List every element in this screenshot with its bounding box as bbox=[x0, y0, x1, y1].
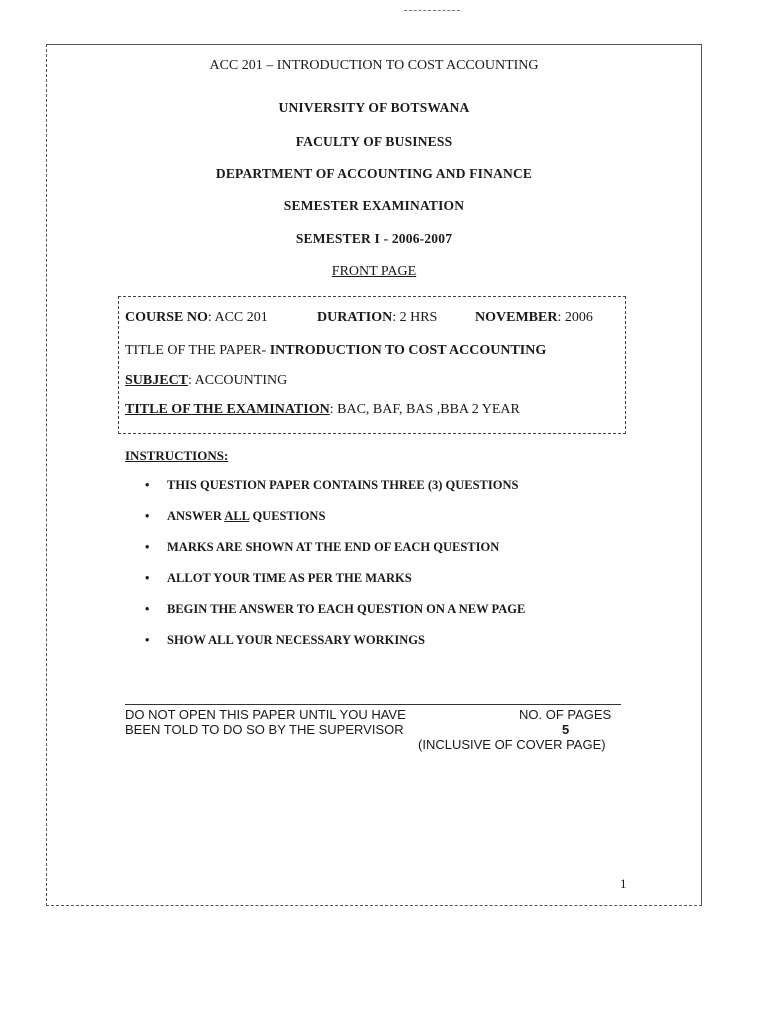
bullet-icon: • bbox=[145, 509, 150, 523]
front-page-label: FRONT PAGE bbox=[331, 264, 417, 279]
pages-note: (INCLUSIVE OF COVER PAGE) bbox=[418, 737, 606, 752]
exam-title-line bbox=[125, 402, 520, 418]
department-name: DEPARTMENT OF ACCOUNTING AND FINANCE bbox=[215, 166, 533, 181]
instructions-heading: INSTRUCTIONS: bbox=[125, 448, 229, 463]
paper-title-label: TITLE OF THE PAPER- bbox=[125, 343, 270, 358]
paper-title-value: INTRODUCTION TO COST ACCOUNTING bbox=[269, 343, 547, 358]
month-value: : 2006 bbox=[557, 310, 593, 325]
instruction-emphasis: ALL bbox=[224, 509, 250, 523]
bullet-icon: • bbox=[145, 571, 150, 585]
bullet-icon: • bbox=[145, 633, 150, 647]
faculty-name: FACULTY OF BUSINESS bbox=[295, 134, 453, 149]
exam-title-value: : BAC, BAF, BAS ,BBA 2 YEAR bbox=[329, 402, 520, 417]
paper-title-line bbox=[125, 343, 546, 359]
bullet-icon: • bbox=[145, 478, 150, 492]
instruction-text: BEGIN THE ANSWER TO EACH QUESTION ON A NEW PAGE bbox=[167, 602, 526, 616]
pages-count: 5 bbox=[562, 722, 570, 737]
instruction-item bbox=[145, 509, 525, 540]
instruction-item bbox=[145, 540, 525, 571]
instruction-item bbox=[145, 602, 525, 633]
university-name: UNIVERSITY OF BOTSWANA bbox=[278, 100, 470, 115]
instruction-item bbox=[145, 478, 525, 509]
exam-title-label: TITLE OF THE EXAMINATION bbox=[125, 402, 330, 417]
instruction-text: ALLOT YOUR TIME AS PER THE MARKS bbox=[167, 571, 412, 585]
instruction-text: THIS QUESTION PAPER CONTAINS THREE (3) QUESTIONS bbox=[167, 478, 519, 492]
bullet-icon: • bbox=[145, 602, 150, 616]
instructions-list bbox=[145, 478, 525, 664]
course-no-label: COURSE NO bbox=[125, 310, 208, 325]
subject-label: SUBJECT bbox=[125, 373, 189, 388]
pages-label: NO. OF PAGES bbox=[519, 707, 612, 722]
duration bbox=[317, 310, 437, 326]
instruction-text: ANSWER bbox=[167, 509, 225, 523]
duration-value: : 2 HRS bbox=[392, 310, 438, 325]
subject-value: : ACCOUNTING bbox=[188, 373, 288, 388]
instruction-text: MARKS ARE SHOWN AT THE END OF EACH QUESTION bbox=[167, 540, 500, 554]
scan-artifact bbox=[404, 10, 460, 11]
notice-line-2: BEEN TOLD TO DO SO BY THE SUPERVISOR bbox=[125, 722, 404, 737]
subject-line bbox=[125, 373, 287, 389]
page-number: 1 bbox=[620, 876, 627, 891]
course-no-value: : ACC 201 bbox=[207, 310, 268, 325]
instruction-item bbox=[145, 571, 525, 602]
duration-label: DURATION bbox=[317, 310, 393, 325]
course-no bbox=[125, 310, 268, 326]
month-label: NOVEMBER bbox=[475, 310, 558, 325]
semester-year: SEMESTER I - 2006-2007 bbox=[295, 231, 453, 246]
bullet-icon: • bbox=[145, 540, 150, 554]
instruction-text: SHOW ALL YOUR NECESSARY WORKINGS bbox=[167, 633, 425, 647]
notice-line-1: DO NOT OPEN THIS PAPER UNTIL YOU HAVE bbox=[125, 707, 406, 722]
course-title: ACC 201 – INTRODUCTION TO COST ACCOUNTING bbox=[209, 58, 539, 73]
instruction-text-rest: QUESTIONS bbox=[249, 509, 326, 523]
exam-type: SEMESTER EXAMINATION bbox=[283, 198, 465, 213]
instruction-item bbox=[145, 633, 525, 664]
footer-divider bbox=[125, 704, 621, 705]
exam-month bbox=[475, 310, 593, 326]
